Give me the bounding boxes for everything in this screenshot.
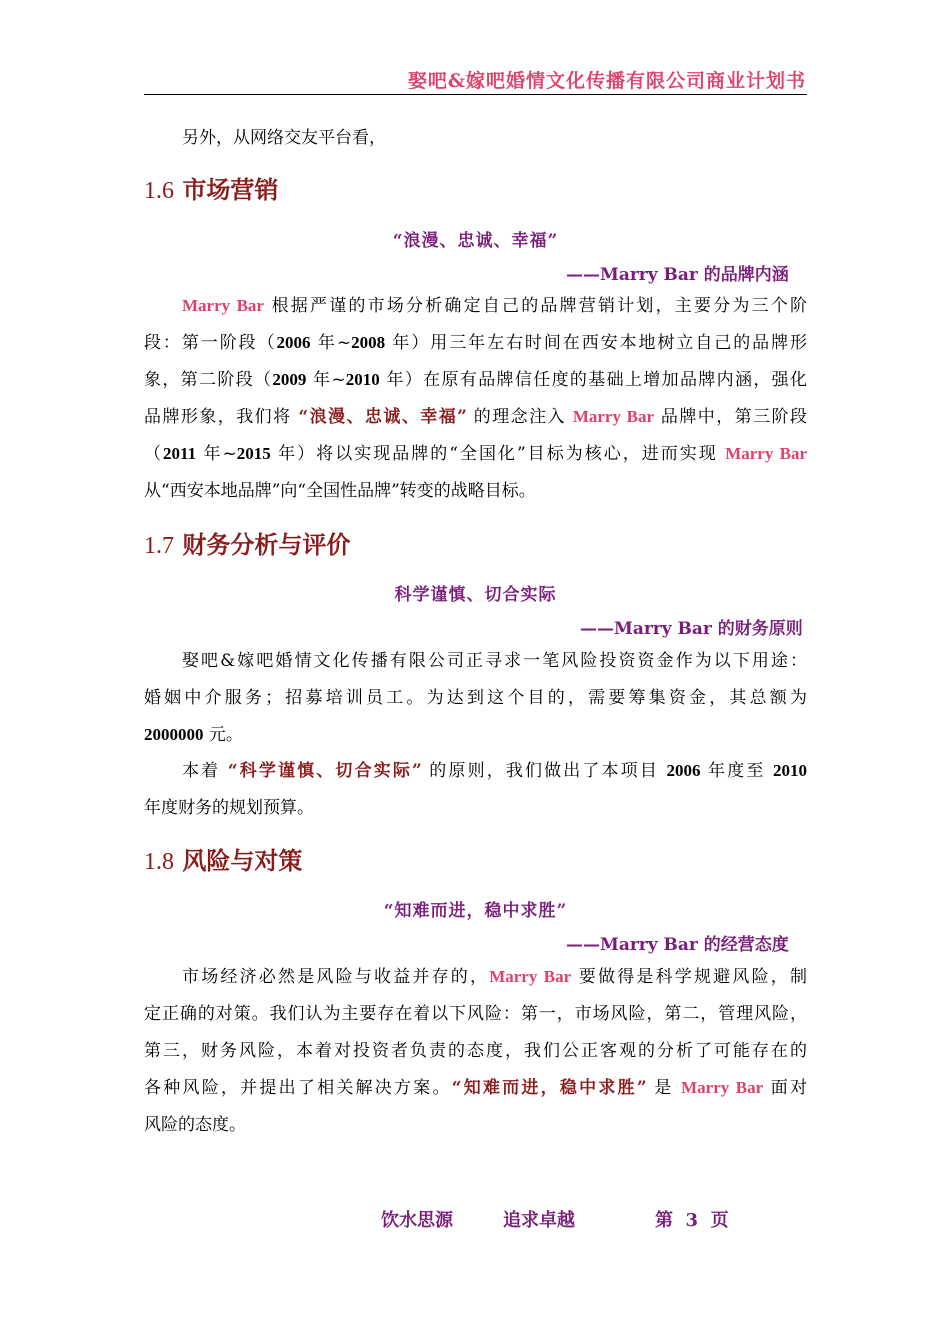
section-title: 市场营销 (182, 175, 279, 204)
section-title: 风险与对策 (182, 846, 303, 875)
paragraph-line: 段：第一阶段（2006 年~2008 年）用三年左右时间在西安本地树立自己的品牌形 (144, 333, 808, 353)
paragraph-line: 各种风险，并提出了相关解决方案。“知难而进，稳中求胜” 是 Marry Bar 面对 (144, 1078, 808, 1098)
paragraph-line: 年度财务的规划预算。 (144, 798, 314, 818)
footer-slogan-2: 追求卓越 (503, 1210, 575, 1231)
header-divider (144, 94, 807, 95)
section-motto: 科学谨慎、切合实际 (394, 585, 557, 605)
section-number: 1.8 (144, 849, 174, 875)
motto-attribution: ——Marry Bar 的品牌内涵 (566, 265, 789, 285)
page-number: 第 3 页 (655, 1210, 729, 1231)
paragraph-line: 本着 “科学谨慎、切合实际” 的原则，我们做出了本项目 2006 年度至 2010 (182, 761, 808, 781)
paragraph-line: Marry Bar 根据严谨的市场分析确定自己的品牌营销计划，主要分为三个阶 (182, 296, 807, 316)
motto-attribution: ——Marry Bar 的经营态度 (566, 935, 789, 955)
paragraph-line: 风险的态度。 (144, 1115, 246, 1135)
section-heading-1-7 (144, 525, 350, 560)
section-motto: “知难而进，稳中求胜” (383, 901, 568, 921)
intro-text: 另外，从网络交友平台看， (182, 128, 386, 148)
section-number: 1.6 (144, 178, 174, 204)
section-heading-1-6 (144, 170, 278, 205)
paragraph-line: 象，第二阶段（2009 年~2010 年）在原有品牌信任度的基础上增加品牌内涵，强化 (144, 370, 808, 390)
footer-slogan-1: 饮水思源 (381, 1210, 453, 1231)
paragraph-line: 婚姻中介服务；招募培训员工。为达到这个目的，需要筹集资金，其总额为 (144, 688, 807, 708)
document-header-title: 娶吧&嫁吧婚情文化传播有限公司商业计划书 (407, 70, 806, 92)
paragraph-line: 定正确的对策。我们认为主要存在着以下风险：第一，市场风险，第二，管理风险， (144, 1004, 807, 1024)
section-heading-1-8 (144, 841, 302, 876)
paragraph-line: 市场经济必然是风险与收益并存的，Marry Bar 要做得是科学规避风险，制 (182, 967, 808, 987)
paragraph-line: 品牌形象，我们将 “浪漫、忠诚、幸福” 的理念注入 Marry Bar 品牌中，第三阶段 (144, 407, 808, 427)
section-title: 财务分析与评价 (182, 530, 351, 559)
paragraph-line: （2011 年~2015 年）将以实现品牌的“全国化”目标为核心，进而实现 Marry Bar (144, 444, 807, 464)
paragraph-line: 娶吧&嫁吧婚情文化传播有限公司正寻求一笔风险投资资金作为以下用途： (182, 651, 807, 671)
paragraph-line: 2000000 元。 (144, 725, 243, 745)
paragraph-line: 从“西安本地品牌”向“全国性品牌”转变的战略目标。 (144, 481, 536, 501)
paragraph-line: 第三，财务风险，本着对投资者负责的态度，我们公正客观的分析了可能存在的 (144, 1041, 807, 1061)
section-motto: “浪漫、忠诚、幸福” (392, 231, 559, 251)
section-number: 1.7 (144, 533, 174, 559)
motto-attribution: ——Marry Bar 的财务原则 (580, 619, 803, 639)
